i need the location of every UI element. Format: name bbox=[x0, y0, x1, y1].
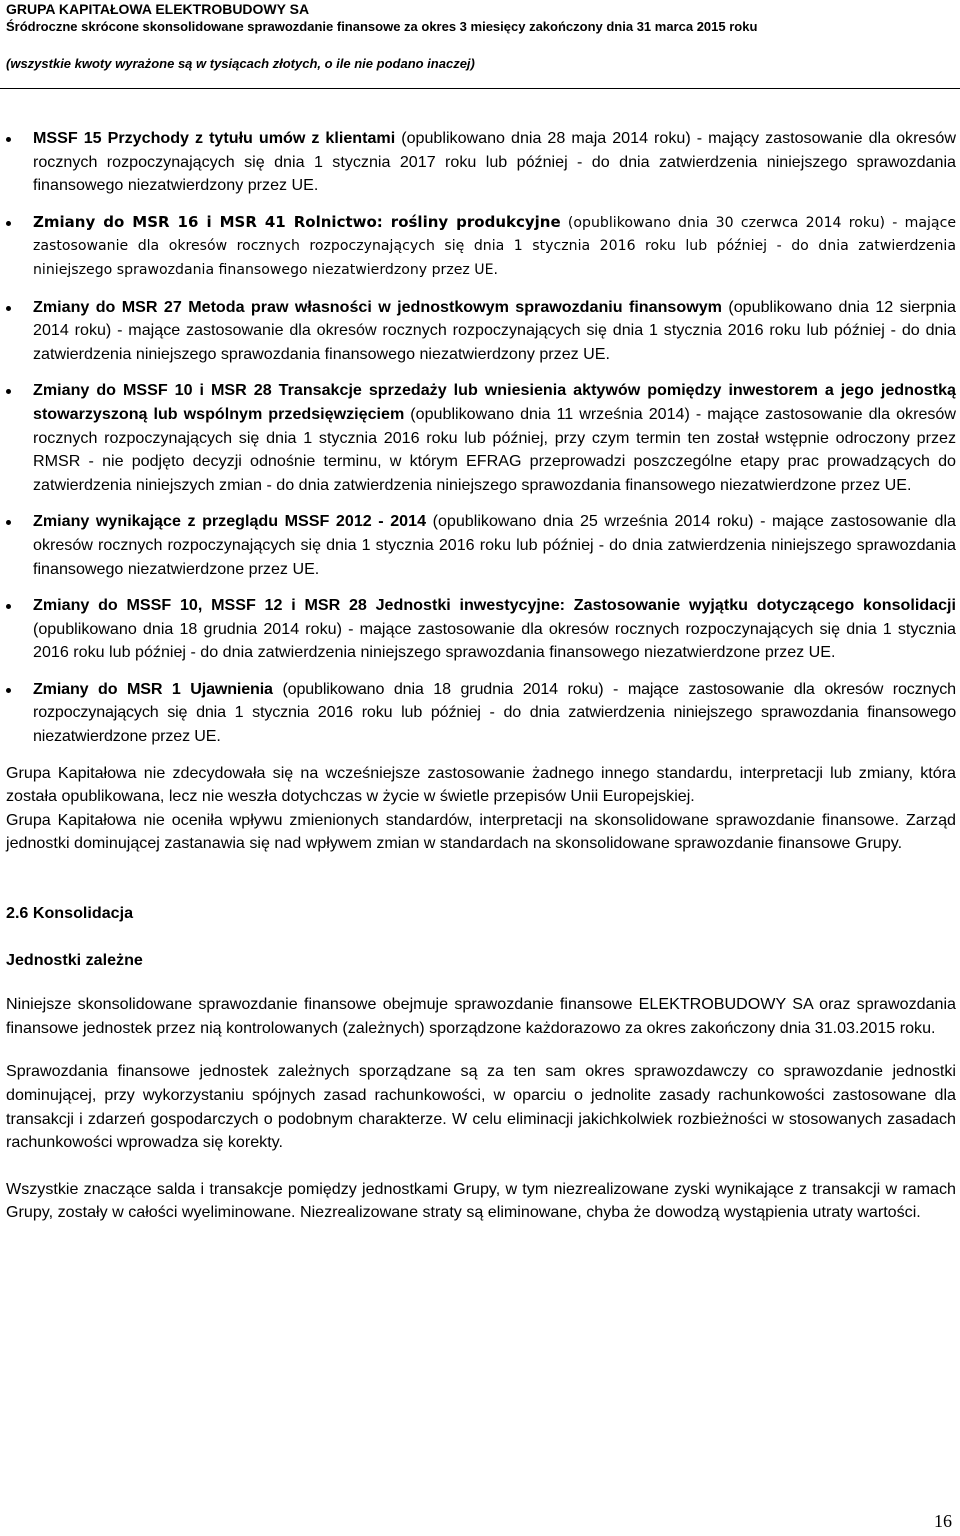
section-heading bbox=[6, 902, 956, 926]
list-item-title: Zmiany do MSR 27 Metoda praw własności w jednostkowym sprawozdaniu finansowym bbox=[33, 297, 722, 316]
section-number: 2.6 bbox=[6, 904, 29, 923]
list-item bbox=[6, 127, 956, 198]
list-item-text: (opublikowano dnia 30 czerwca 2014 roku) - mające zastosowanie dla okresów rocznych rozpoczynających się dnia 1 stycznia 2016 roku lub później - do dnia zatwierdzenia niniejszego sprawozdania finansowego niezatwierdzony przez UE. bbox=[33, 214, 956, 278]
paragraph-no-early-adoption: Grupa Kapitałowa nie zdecydowała się na wcześniejsze zastosowanie żadnego innego standardu, interpretacji lub zmiany, która została opublikowana, lecz nie weszła dotychczas w życie w świetle przepisów Unii Europejskiej. bbox=[6, 763, 956, 806]
list-item bbox=[6, 296, 956, 367]
header-divider bbox=[0, 88, 960, 89]
list-item-text: (opublikowano dnia 12 sierpnia 2014 roku) - mające zastosowanie dla okresów rocznych rozpoczynających się dnia 1 stycznia 2016 roku lub później - do dnia zatwierdzenia niniejszego sprawozdania finansowego niezatwierdzony przez UE. bbox=[33, 297, 957, 363]
bullet-icon bbox=[6, 688, 11, 693]
list-item-title: Zmiany do MSR 16 i MSR 41 Rolnictwo: rośliny produkcyjne bbox=[33, 212, 561, 231]
subsection-heading: Jednostki zależne bbox=[6, 950, 143, 969]
list-item-text: (opublikowano dnia 25 września 2014 roku) - mające zastosowanie dla okresów rocznych rozpoczynających się dnia 1 stycznia 2016 roku lub później - do dnia zatwierdzenia niniejszego sprawozdania finansowego niezatwierdzone przez UE. bbox=[33, 512, 956, 578]
header-subtitle: Śródroczne skrócone skonsolidowane sprawozdanie finansowe za okres 3 miesięcy zakończony dnia 31 marca 2015 roku bbox=[6, 19, 758, 34]
paragraph-scope: Niniejsze skonsolidowane sprawozdanie finansowe obejmuje sprawozdanie finansowe ELEKTROBUDOWY SA oraz sprawozdania finansowe jednostek przez nią kontrolowanych (zależnych) sporządzone każdorazowo za okres zakończony dnia 31.03.2015 roku. bbox=[6, 995, 956, 1037]
list-item-title: MSSF 15 Przychody z tytułu umów z klientami bbox=[33, 129, 396, 147]
paragraph-eliminations: Wszystkie znaczące salda i transakcje pomiędzy jednostkami Grupy, w tym niezrealizowane zyski wynikające z transakcji w ramach Grupy, zostały w całości wyeliminowane. Niezrealizowane straty są eliminowane, chyba że dowodzą wystąpienia utraty wartości. bbox=[6, 1179, 956, 1222]
list-item-text: (opublikowano dnia 18 grudnia 2014 roku) - mające zastosowanie dla okresów rocznych rozpoczynających się dnia 1 stycznia 2016 roku lub później - do dnia zatwierdzenia niniejszego sprawozdania finansowego niezatwierdzone przez UE. bbox=[33, 679, 956, 746]
list-item bbox=[6, 510, 956, 581]
list-item-text: (opublikowano dnia 18 grudnia 2014 roku) - mające zastosowanie dla okresów rocznych rozpoczynających się dnia 1 stycznia 2016 roku lub później - do dnia zatwierdzenia niniejszego sprawozdania finansowego niezatwierdzone przez UE. bbox=[33, 619, 956, 662]
bullet-icon bbox=[6, 389, 11, 394]
bullet-icon bbox=[6, 137, 11, 142]
list-item-text: (opublikowano dnia 28 maja 2014 roku) - mający zastosowanie dla okresów rocznych rozpoczynających się dnia 1 stycznia 2017 roku lub później - do dnia zatwierdzenia niniejszego sprawozdania finansowego niezatwierdzony przez UE. bbox=[33, 129, 956, 195]
bullet-icon bbox=[6, 221, 11, 226]
list-item bbox=[6, 594, 956, 665]
list-item-text: (opublikowano dnia 11 września 2014) - mające zastosowanie dla okresów rocznych rozpoczynających się dnia 1 stycznia 2016 roku lub później, przy czym termin ten został wstępnie odroczony przez RMSR - nie podjęto decyzji odnośnie terminu, w którym EFRAG przeprowadzi poszczególne etapy prac prowadzących do zatwierdzenia niniejszych zmian - do dnia zatwierdzenia niniejszego sprawozdania finansowego niezatwierdzone przez UE. bbox=[33, 404, 957, 494]
list-item-title: Zmiany do MSSF 10, MSSF 12 i MSR 28 Jednostki inwestycyjne: Zastosowanie wyjątku dotyczącego konsolidacji bbox=[33, 596, 956, 615]
header-amounts-note: (wszystkie kwoty wyrażone są w tysiącach złotych, o ile nie podano inaczej) bbox=[6, 56, 475, 71]
bullet-icon bbox=[6, 306, 11, 311]
page-number: 16 bbox=[934, 1511, 952, 1531]
list-item-title: Zmiany wynikające z przeglądu MSSF 2012 - 2014 bbox=[33, 512, 427, 531]
standards-list bbox=[6, 127, 956, 749]
document-body bbox=[6, 127, 956, 1225]
list-item bbox=[6, 211, 956, 283]
header-company: GRUPA KAPITAŁOWA ELEKTROBUDOWY SA bbox=[6, 1, 310, 17]
bullet-icon bbox=[6, 520, 11, 525]
paragraph-reporting-period: Sprawozdania finansowe jednostek zależnych sporządzane są za ten sam okres sprawozdawczy co sprawozdanie jednostki dominującej, przy wykorzystaniu spójnych zasad rachunkowości, w oparciu o jednolite zasady rachunkowości zastosowane dla transakcji i zdarzeń gospodarczych o podobnym charakterze. W celu eliminacji jakichkolwiek rozbieżności w stosowanych zasadach rachunkowości wprowadza się korekty. bbox=[6, 1062, 956, 1152]
list-item-title: Zmiany do MSR 1 Ujawnienia bbox=[33, 679, 273, 698]
list-item-title: Zmiany do MSSF 10 i MSR 28 Transakcje sprzedaży lub wniesienia aktywów pomiędzy inwestorem a jego jednostką stowarzyszoną lub wspólnym przedsięwzięciem bbox=[33, 381, 956, 423]
page-header bbox=[6, 0, 954, 72]
list-item bbox=[6, 678, 956, 749]
bullet-icon bbox=[6, 604, 11, 609]
paragraph-impact-not-assessed: Grupa Kapitałowa nie oceniła wpływu zmienionych standardów, interpretacji na skonsolidowane sprawozdanie finansowe. Zarząd jednostki dominującej zastanawia się nad wpływem zmian w standardach na skonsolidowane sprawozdanie finansowe Grupy. bbox=[6, 810, 956, 853]
list-item bbox=[6, 379, 956, 497]
section-title: Konsolidacja bbox=[32, 904, 134, 923]
